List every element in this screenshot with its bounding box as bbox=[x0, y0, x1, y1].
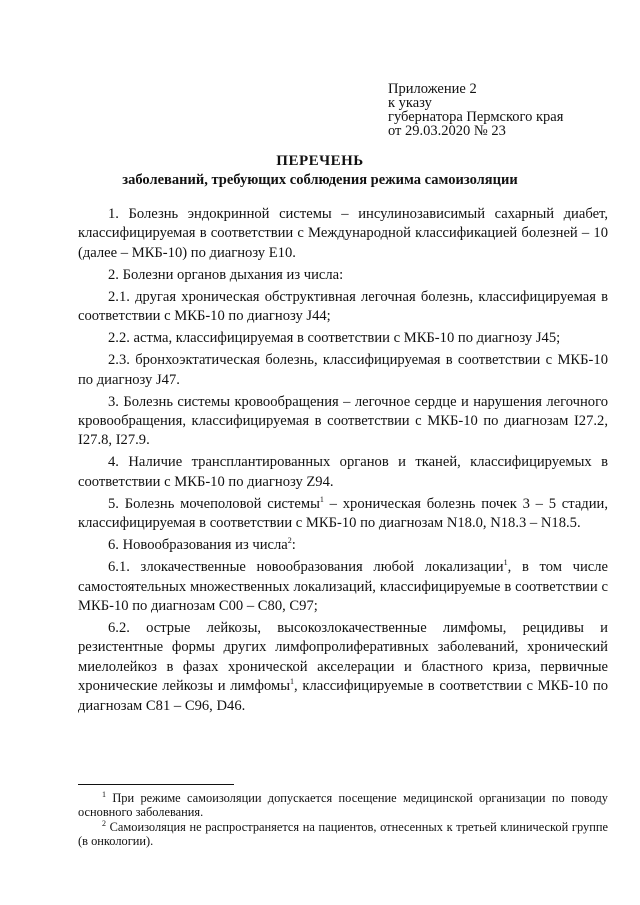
disease-list bbox=[78, 205, 608, 719]
item-6-1-malignant bbox=[78, 558, 608, 616]
item-6-text-end: : bbox=[291, 537, 296, 554]
item-6-text-start: 6. Новообразования из числа bbox=[108, 537, 288, 554]
item-6-1-text-end: , в том числе самостоятельных множественных локализаций, классифицируемые в соответствии с МКБ-10 по диагнозам C00 – C80, C97; bbox=[78, 559, 609, 615]
item-6-2-text-end: , классифицируемые в соответствии с МКБ-10 по диагнозам C81 – C96, D46. bbox=[78, 678, 608, 714]
footnote-2 bbox=[78, 821, 608, 848]
document-title: ПЕРЕЧЕНЬ bbox=[276, 153, 364, 169]
item-1-endocrine: 1. Болезнь эндокринной системы – инсулинозависимый сахарный диабет, классифицируемая в соответствии с Международной классификацией болезней – 10 (далее – МКБ-10) по диагнозу E10. bbox=[78, 206, 608, 261]
item-6-2-text-start: 6.2. острые лейкозы, высокозлокачественные лимфомы, рецидивы и резистентные формы других лимфопролиферативных заболеваний, хронический миелолейкоз в фазах хронической акселерации и бластного криза, первичные хронические лейкозы и лимфомы bbox=[78, 620, 608, 695]
footnote-2-mark: 2 bbox=[102, 819, 106, 829]
item-5-text-start: 5. Болезнь мочеполовой системы bbox=[108, 495, 320, 512]
footnote-2-text: Самоизоляция не распространяется на пациентов, отнесенных к третьей клинической группе (в онкологии). bbox=[78, 820, 608, 848]
appendix-header bbox=[388, 82, 563, 138]
appendix-issuer: губернатора Пермского края bbox=[388, 109, 564, 125]
item-2-3-bronchiectasis: 2.3. бронхоэктатическая болезнь, классифицируемая в соответствии с МКБ-10 по диагнозу J47. bbox=[78, 352, 608, 388]
footnote-ref-1: 1 bbox=[290, 677, 295, 687]
item-5-text-end: – хроническая болезнь почек 3 – 5 стадии, классифицируемая в соответствии с МКБ-10 по диагнозам N18.0, N18.3 – N18.5. bbox=[78, 495, 608, 532]
item-2-2-asthma: 2.2. астма, классифицируемая в соответствии с МКБ-10 по диагнозу J45; bbox=[108, 330, 561, 347]
footnotes bbox=[78, 789, 608, 850]
appendix-number: Приложение 2 bbox=[388, 81, 477, 97]
footnote-1 bbox=[78, 789, 608, 819]
appendix-date-number: от 29.03.2020 № 23 bbox=[388, 123, 506, 139]
item-2-1-copd: 2.1. другая хроническая обструктивная легочная болезнь, классифицируемая в соответствии с МКБ-10 по диагнозу J44; bbox=[78, 288, 608, 325]
appendix-to-decree: к указу bbox=[388, 95, 432, 111]
item-4-transplant: 4. Наличие трансплантированных органов и тканей, классифицируемых в соответствии с МКБ-10 по диагнозу Z94. bbox=[78, 454, 608, 490]
footnote-ref-1: 1 bbox=[319, 494, 324, 504]
item-5-urogenital bbox=[78, 495, 608, 534]
item-6-1-text-start: 6.1. злокачественные новообразования любой локализации bbox=[108, 559, 504, 576]
footnote-1-mark: 1 bbox=[102, 789, 106, 799]
item-6-2-leukemia bbox=[78, 619, 608, 716]
item-3-circulatory: 3. Болезнь системы кровообращения – легочное сердце и нарушения легочного кровообращения, классифицируемая в соответствии с МКБ-10 по диагнозам I27.2, I27.8, I27.9. bbox=[78, 393, 608, 449]
footnote-separator bbox=[78, 784, 234, 785]
document-subtitle: заболеваний, требующих соблюдения режима самоизоляции bbox=[122, 172, 518, 188]
footnote-ref-1: 1 bbox=[503, 558, 508, 568]
item-6-neoplasms bbox=[78, 536, 608, 555]
footnote-1-text: При режиме самоизоляции допускается посещение медицинской организации по поводу основного заболевания. bbox=[78, 791, 608, 819]
item-2-respiratory: 2. Болезни органов дыхания из числа: bbox=[108, 266, 344, 283]
footnote-ref-2: 2 bbox=[287, 536, 292, 546]
